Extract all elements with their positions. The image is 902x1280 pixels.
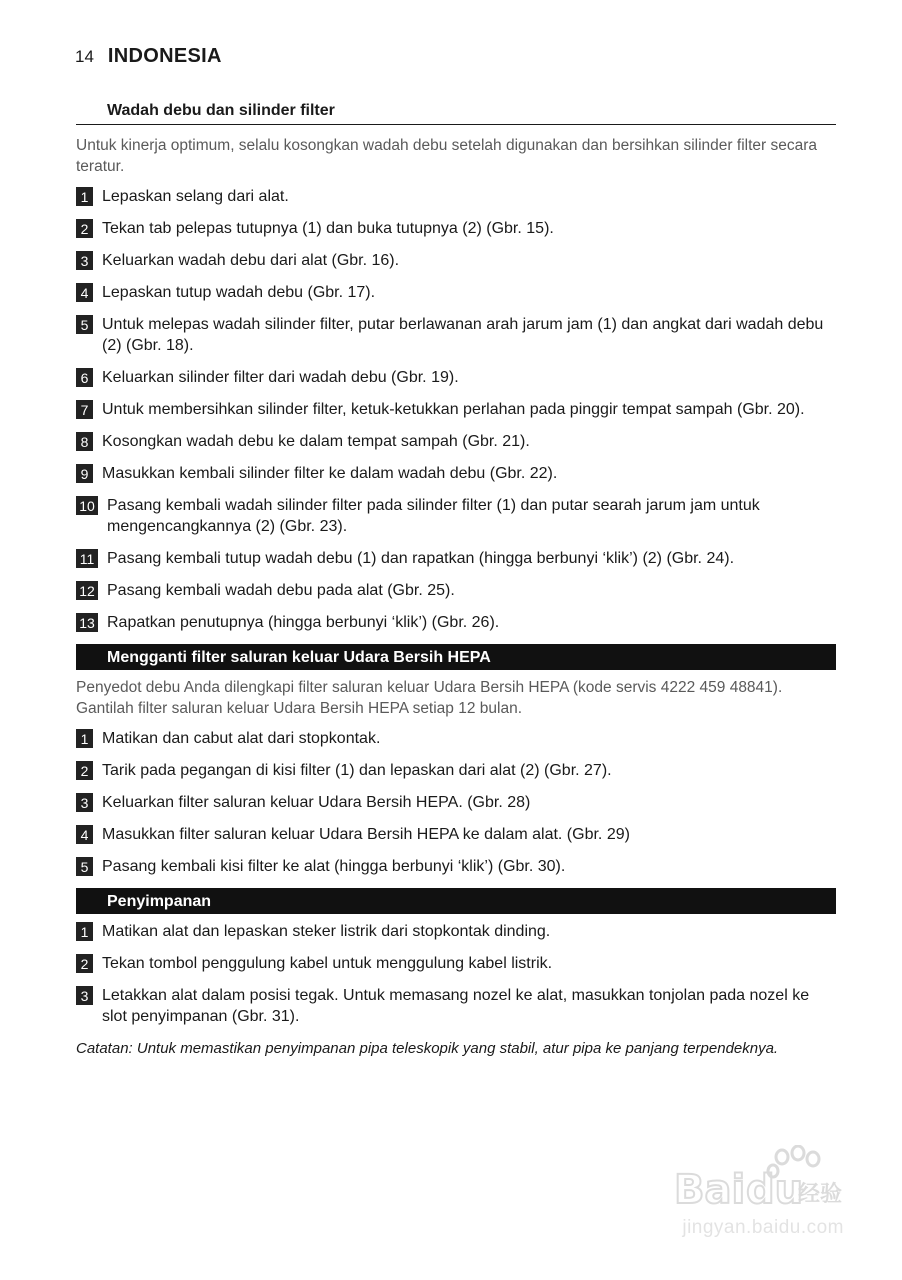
step-number-badge: 8	[76, 432, 93, 451]
language-title: INDONESIA	[107, 45, 222, 67]
step-text: Pasang kembali tutup wadah debu (1) dan rapatkan (hingga berbunyi ‘klik’) (2) (Gbr. 24).	[107, 550, 735, 567]
step-text: Tekan tab pelepas tutupnya (1) dan buka tutupnya (2) (Gbr. 15).	[102, 220, 554, 237]
baidu-paw-logo-icon	[674, 1145, 844, 1215]
step-number-badge: 3	[76, 793, 93, 812]
step-number-badge: 12	[76, 581, 98, 600]
step-number-badge: 5	[76, 315, 93, 334]
step-item	[76, 612, 836, 633]
step-number-badge: 10	[76, 496, 98, 515]
step-item	[76, 463, 836, 484]
step-item	[76, 580, 836, 601]
svg-text:经验: 经验	[798, 1182, 843, 1207]
svg-text:Bai: Bai	[674, 1167, 746, 1213]
step-item	[76, 856, 836, 877]
step-number-badge: 3	[76, 986, 93, 1005]
step-text: Lepaskan selang dari alat.	[102, 188, 289, 205]
step-number-badge: 4	[76, 283, 93, 302]
step-list	[76, 728, 836, 877]
step-number-badge: 5	[76, 857, 93, 876]
section-intro: Penyedot debu Anda dilengkapi filter saluran keluar Udara Bersih HEPA (kode servis 4222 459 48841).	[76, 679, 783, 696]
step-text: Keluarkan silinder filter dari wadah debu (Gbr. 19).	[102, 369, 459, 386]
step-item	[76, 548, 836, 569]
step-number-badge: 1	[76, 922, 93, 941]
step-item	[76, 282, 836, 303]
section-intro: Untuk kinerja optimum, selalu kosongkan wadah debu setelah digunakan dan bersihkan silinder filter secara teratur.	[76, 137, 817, 175]
step-text: Masukkan kembali silinder filter ke dalam wadah debu (Gbr. 22).	[102, 465, 558, 482]
step-item	[76, 367, 836, 388]
step-text: Untuk melepas wadah silinder filter, putar berlawanan arah jarum jam (1) dan angkat dari wadah debu (2) (Gbr. 18).	[102, 316, 824, 354]
step-number-badge: 2	[76, 761, 93, 780]
step-item	[76, 250, 836, 271]
section-intro: Gantilah filter saluran keluar Udara Bersih HEPA setiap 12 bulan.	[76, 700, 523, 717]
step-text: Lepaskan tutup wadah debu (Gbr. 17).	[102, 284, 376, 301]
step-list	[76, 186, 836, 633]
step-text: Tarik pada pegangan di kisi filter (1) dan lepaskan dari alat (2) (Gbr. 27).	[102, 762, 612, 779]
step-number-badge: 3	[76, 251, 93, 270]
step-item	[76, 728, 836, 749]
page-header	[75, 45, 222, 71]
step-text: Untuk membersihkan silinder filter, ketuk-ketukkan perlahan pada pinggir tempat sampah (Gbr. 20).	[102, 401, 805, 418]
step-item	[76, 824, 836, 845]
step-number-badge: 1	[76, 187, 93, 206]
step-item	[76, 399, 836, 420]
step-item	[76, 985, 836, 1027]
step-text: Rapatkan penutupnya (hingga berbunyi ‘klik’) (Gbr. 26).	[107, 614, 500, 631]
step-text: Tekan tombol penggulung kabel untuk menggulung kabel listrik.	[102, 955, 553, 972]
baidu-watermark	[644, 1145, 844, 1245]
svg-text:du: du	[746, 1167, 804, 1213]
step-item	[76, 953, 836, 974]
step-item	[76, 431, 836, 452]
step-item	[76, 760, 836, 781]
step-number-badge: 11	[76, 549, 98, 568]
step-number-badge: 4	[76, 825, 93, 844]
section-heading-storage: Penyimpanan	[76, 888, 836, 914]
step-item	[76, 921, 836, 942]
step-text: Kosongkan wadah debu ke dalam tempat sampah (Gbr. 21).	[102, 433, 530, 450]
step-list	[76, 921, 836, 1027]
step-text: Keluarkan wadah debu dari alat (Gbr. 16).	[102, 252, 400, 269]
step-number-badge: 9	[76, 464, 93, 483]
step-text: Keluarkan filter saluran keluar Udara Bersih HEPA. (Gbr. 28)	[102, 794, 531, 811]
step-text: Pasang kembali wadah silinder filter pada silinder filter (1) dan putar searah jarum jam untuk mengencangkannya (2) (Gbr. 23).	[107, 497, 760, 535]
step-item	[76, 218, 836, 239]
step-text: Matikan dan cabut alat dari stopkontak.	[102, 730, 381, 747]
step-number-badge: 6	[76, 368, 93, 387]
step-item	[76, 186, 836, 207]
step-number-badge: 7	[76, 400, 93, 419]
step-text: Pasang kembali wadah debu pada alat (Gbr. 25).	[107, 582, 455, 599]
watermark-url: jingyan.baidu.com	[682, 1217, 844, 1238]
step-number-badge: 1	[76, 729, 93, 748]
step-text: Letakkan alat dalam posisi tegak. Untuk memasang nozel ke alat, masukkan tonjolan pada nozel ke slot penyimpanan (Gbr. 31).	[102, 987, 810, 1025]
step-text: Masukkan filter saluran keluar Udara Bersih HEPA ke dalam alat. (Gbr. 29)	[102, 826, 630, 843]
note-text: Catatan: Untuk memastikan penyimpanan pipa teleskopik yang stabil, atur pipa ke panjang terpendeknya.	[76, 1040, 779, 1057]
section-heading-dust-container: Wadah debu dan silinder filter	[76, 100, 836, 125]
page-number: 14	[75, 47, 94, 66]
step-item	[76, 495, 836, 537]
step-item	[76, 792, 836, 813]
step-number-badge: 13	[76, 613, 98, 632]
step-text: Matikan alat dan lepaskan steker listrik dari stopkontak dinding.	[102, 923, 551, 940]
section-heading-hepa-filter: Mengganti filter saluran keluar Udara Bersih HEPA	[76, 644, 836, 670]
step-item	[76, 314, 836, 356]
step-number-badge: 2	[76, 219, 93, 238]
page-content	[76, 100, 836, 1059]
step-text: Pasang kembali kisi filter ke alat (hingga berbunyi ‘klik’) (Gbr. 30).	[102, 858, 566, 875]
step-number-badge: 2	[76, 954, 93, 973]
